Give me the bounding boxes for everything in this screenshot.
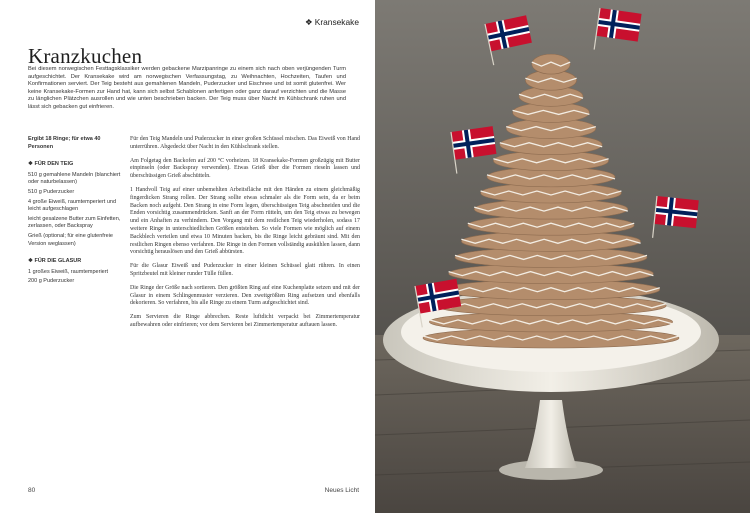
ingredient-item: Grieß (optional; für eine glutenfreie Version weglassen) (28, 232, 113, 247)
ingredient-item: leicht gesalzene Butter zum Einfetten, zerlassen, oder Backspray (28, 215, 121, 230)
ingredient-item: 200 g Puderzucker (28, 278, 75, 285)
page-number: 80 (28, 487, 36, 494)
glaze-heading: ❖ FÜR DIE GLASUR (28, 258, 82, 265)
step-paragraph: Für die Glasur Eiweiß und Puderzucker in einer kleinen Schüssel glatt rühren. In einen Spritzbeutel mit kleiner runder Tülle füllen. (130, 263, 360, 277)
book-title: Neues Licht (324, 487, 359, 494)
ingredient-item: 4 große Eiweiß, raumtemperiert und leicht aufgeschlagen (28, 198, 117, 213)
step-paragraph: Am Folgetag den Backofen auf 200 °C vorheizen. 18 Kransekake-Formen großzügig mit Butter einpinseln (oder Backspray verwenden). Etwas Grieß über die Formen rieseln lassen und überschüssigen Grieß abschütteln. (130, 157, 360, 180)
recipe-intro: Bei diesem norwegischen Festtagsklassiker werden gebackene Marzipanringe zu einem sich nach oben verjüngenden Turm aufgeschichtet. Der Kransekake wird am norwegischen Verfassungstag, zu Weihnachten, Hochzeiten, Taufen und Konfirmationen serviert. Der Teig besteht aus gemahlenen Mandeln, Puderzucker und Eischnee und ist somit glutenfrei. Wer keine Kransekake-Formen zur Hand hat, kann sich selbst Schablonen anfertigen oder ganz darauf verzichten und die Masse zu länglichen Plätzchen ausrollen und wie unten beschrieben backen. Der Teig muss über Nacht im Kühlschrank ruhen und lässt sich gebacken gut einfrieren. (28, 66, 346, 110)
ingredient-item: 1 großes Eiweiß, raumtemperiert (28, 268, 109, 275)
section-tag: ❖ Kransekake (304, 17, 359, 27)
recipe-yield: Ergibt 18 Ringe; für etwa 40 Personen (28, 136, 101, 150)
step-paragraph: 1 Handvoll Teig auf einer unbemehlten Arbeitsfläche mit den Händen zu einem gleichmäßig fingerdicken Strang rollen. Der Strang sollte etwas schmaler als die Form sein, da er beim Backen noch aufgeht. Den Strang in eine Form legen, überschüssigen Teig abschneiden und die Enden vorsichtig zusammendrücken. Sanft an der Form rütteln, um den Teig etwas zu bewegen und ein Anhaften zu verhindern. Den Vorgang mit dem restlichen Teig wiederholen, sodass 17 weitere Ringe in unterschiedlichen Größen entstehen. So viele Formen wie möglich auf einem Backblech verteilen und etwa 10 Minuten backen, bis die Ringe leicht gebräunt sind. Mit den restlichen Ringen ebenso verfahren. Die Ringe in den Formen vollständig auskühlen lassen, dann vorsichtig herauslösen und den Grieß abbürsten. (130, 186, 360, 256)
kransekake-photo (375, 0, 750, 513)
recipe-title: Kranzkuchen (28, 44, 143, 68)
photo-illustration (375, 0, 750, 513)
ingredient-item: 510 g gemahlene Mandeln (blanchiert oder naturbelassen) (28, 171, 121, 186)
step-paragraph: Zum Servieren die Ringe abbrechen. Reste luftdicht verpackt bei Zimmertemperatur aufbewahren oder einfrieren; vor dem Servieren bei Zimmertemperatur auftauen lassen. (130, 314, 360, 328)
ingredient-item: 510 g Puderzucker (28, 188, 75, 195)
step-paragraph: Für den Teig Mandeln und Puderzucker in einer großen Schüssel mischen. Das Eiweiß von Hand unterrühren. Abgedeckt über Nacht in den Kühlschrank stellen. (130, 136, 360, 150)
dough-heading: ❖ FÜR DEN TEIG (28, 161, 74, 168)
method-steps (130, 136, 360, 336)
ingredients-column (28, 136, 126, 288)
step-paragraph: Die Ringe der Größe nach sortieren. Den größten Ring auf eine Kuchenplatte setzen und mit der Glasur in einem Schlingenmuster verzieren. Den zweitgrößten Ring aufsetzen und ebenfalls dekorieren. So verfahren, bis alle Ringe zu einem Turm aufgeschichtet sind. (130, 284, 360, 307)
